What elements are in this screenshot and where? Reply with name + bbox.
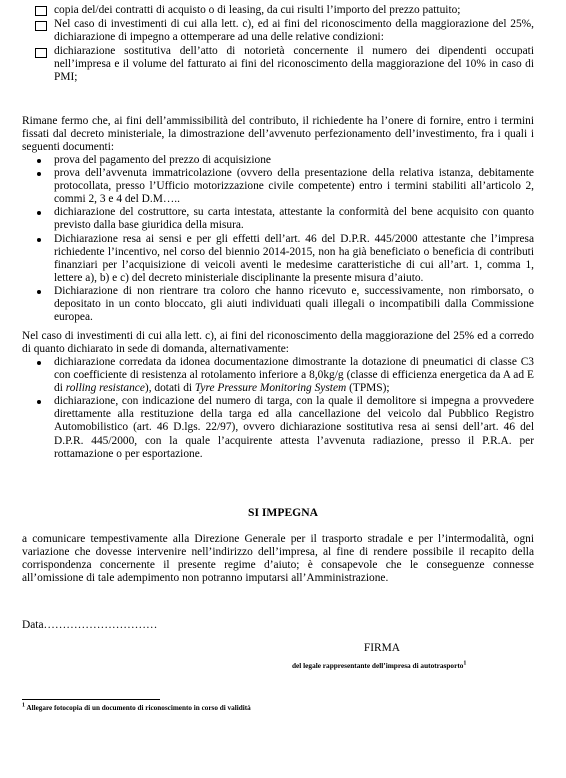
list-item: prova del pagamento del prezzo di acquisizione bbox=[34, 154, 534, 167]
bullet-list-documents bbox=[34, 154, 534, 324]
checkbox[interactable] bbox=[35, 21, 47, 31]
bullet-icon bbox=[37, 172, 41, 176]
checkbox-item-text: Nel caso di investimenti di cui alla lett. c), ed ai fini del riconoscimento della maggiorazione del 25%, dichiarazione di impegno a ottemperare ad una delle relative condizioni: bbox=[54, 18, 534, 44]
checkbox[interactable] bbox=[35, 6, 47, 16]
bullet-list-alternatives bbox=[34, 356, 534, 461]
paragraph-caso: Nel caso di investimenti di cui alla lett. c), ai fini del riconoscimento della maggiorazione del 25% ed a corredo di quanto dichiarato in sede di domanda, alternativamente: bbox=[22, 330, 534, 356]
section-heading: SI IMPEGNA bbox=[248, 506, 318, 519]
paragraph-impegna: a comunicare tempestivamente alla Direzione Generale per il trasporto stradale e per l’intermodalità, ogni variazione che dovesse intervenire nell’indirizzo dell’impresa, al fine di rendere possibile il recapito della corrispondenza concernente il presente regime d’aiuto; è consapevole che le conseguenze connesse all’omissione di tale adempimento non potranno imputarsi all’Amministrazione. bbox=[22, 533, 534, 585]
bullet-icon bbox=[37, 211, 41, 215]
signature-label: FIRMA bbox=[363, 642, 400, 654]
list-item: dichiarazione corredata da idonea documentazione dimostrante la dotazione di pneumatici di classe C3 con coefficiente di resistenza al rotolamento inferiore a 8,0kg/g (classe di efficienza energetica da A ad E di rolling resistance), dotati di Tyre Pressure Monitoring System (TPMS); bbox=[34, 356, 534, 395]
checkbox-list bbox=[34, 4, 534, 86]
bullet-icon bbox=[37, 400, 41, 404]
list-item: Dichiarazione di non rientrare tra coloro che hanno ricevuto e, successivamente, non rimborsato, o depositato in un conto bloccato, gli aiuti individuati quali illegali o incompatibili dalla Commissione europea. bbox=[34, 285, 534, 324]
list-item: dichiarazione del costruttore, su carta intestata, attestante la conformità del bene acquisito con quanto previsto dalla base giuridica della misura. bbox=[34, 206, 534, 232]
list-item: Dichiarazione resa ai sensi e per gli effetti dell’art. 46 del D.P.R. 445/2000 attestante che l’impresa richiedente l’incentivo, nel corso del biennio 2014-2015, non ha già beneficiato o beneficia di contributi finanziari per l’acquisizione di veicoli aventi le medesime caratteristiche di cui all’art. 1, comma 1, lettere a), b) e c) del decreto ministeriale disciplinante la presente misura d’aiuto. bbox=[34, 233, 534, 285]
footnote-ref: 1 bbox=[463, 660, 467, 667]
checkbox-item bbox=[34, 18, 534, 44]
signature-sublabel: del legale rappresentante dell’impresa di autotrasporto$^1$ bbox=[292, 660, 467, 670]
bullet-icon bbox=[37, 159, 41, 163]
bullet-icon bbox=[37, 290, 41, 294]
bullet-icon bbox=[37, 238, 41, 242]
checkbox-item bbox=[34, 4, 534, 17]
list-item: dichiarazione, con indicazione del numero di targa, con la quale il demolitore si impegna a provvedere direttamente alla restituzione della targa ed alla cancellazione del veicolo dal Pubblico Registro Automobilistico (art. 46 D.lgs. 22/97), ovvero dichiarazione sostitutiva resa ai sensi dell’art. 46 del D.P.R. 445/2000, con la quale l’acquirente attesta l’avvenuta radiazione, presso il P.R.A. per rottamazione o per esportazione. bbox=[34, 395, 534, 460]
date-field[interactable]: Data………………………… bbox=[22, 619, 158, 631]
footnote-divider bbox=[22, 699, 160, 700]
checkbox-item bbox=[34, 45, 534, 84]
checkbox-item-text: copia del/dei contratti di acquisto o di leasing, da cui risulti l’importo del prezzo pattuito; bbox=[54, 4, 461, 16]
footnote: $^1$ Allegare fotocopia di un documento di riconoscimento in corso di validità bbox=[22, 702, 251, 712]
list-item: prova dell’avvenuta immatricolazione (ovvero della presentazione della relativa istanza, debitamente protocollata, presso l’Ufficio motorizzazione civile competente) entro i termini stabiliti all’articolo 2, commi 2, 3 e 4 del D.M….. bbox=[34, 167, 534, 206]
paragraph-rimane: Rimane fermo che, ai fini dell’ammissibilità del contributo, il richiedente ha l’onere di fornire, entro i termini fissati dal decreto ministeriale, la dimostrazione dell’avvenuto perfezionamento dell’investimento, fra i quali i seguenti documenti: bbox=[22, 115, 534, 154]
checkbox[interactable] bbox=[35, 48, 47, 58]
checkbox-item-text: dichiarazione sostitutiva dell’atto di notorietà concernente il numero dei dipendenti occupati nell’impresa e il volume del fatturato ai fini del riconoscimento della maggiorazione del 10% in caso di PMI; bbox=[54, 45, 534, 84]
bullet-icon bbox=[37, 361, 41, 365]
